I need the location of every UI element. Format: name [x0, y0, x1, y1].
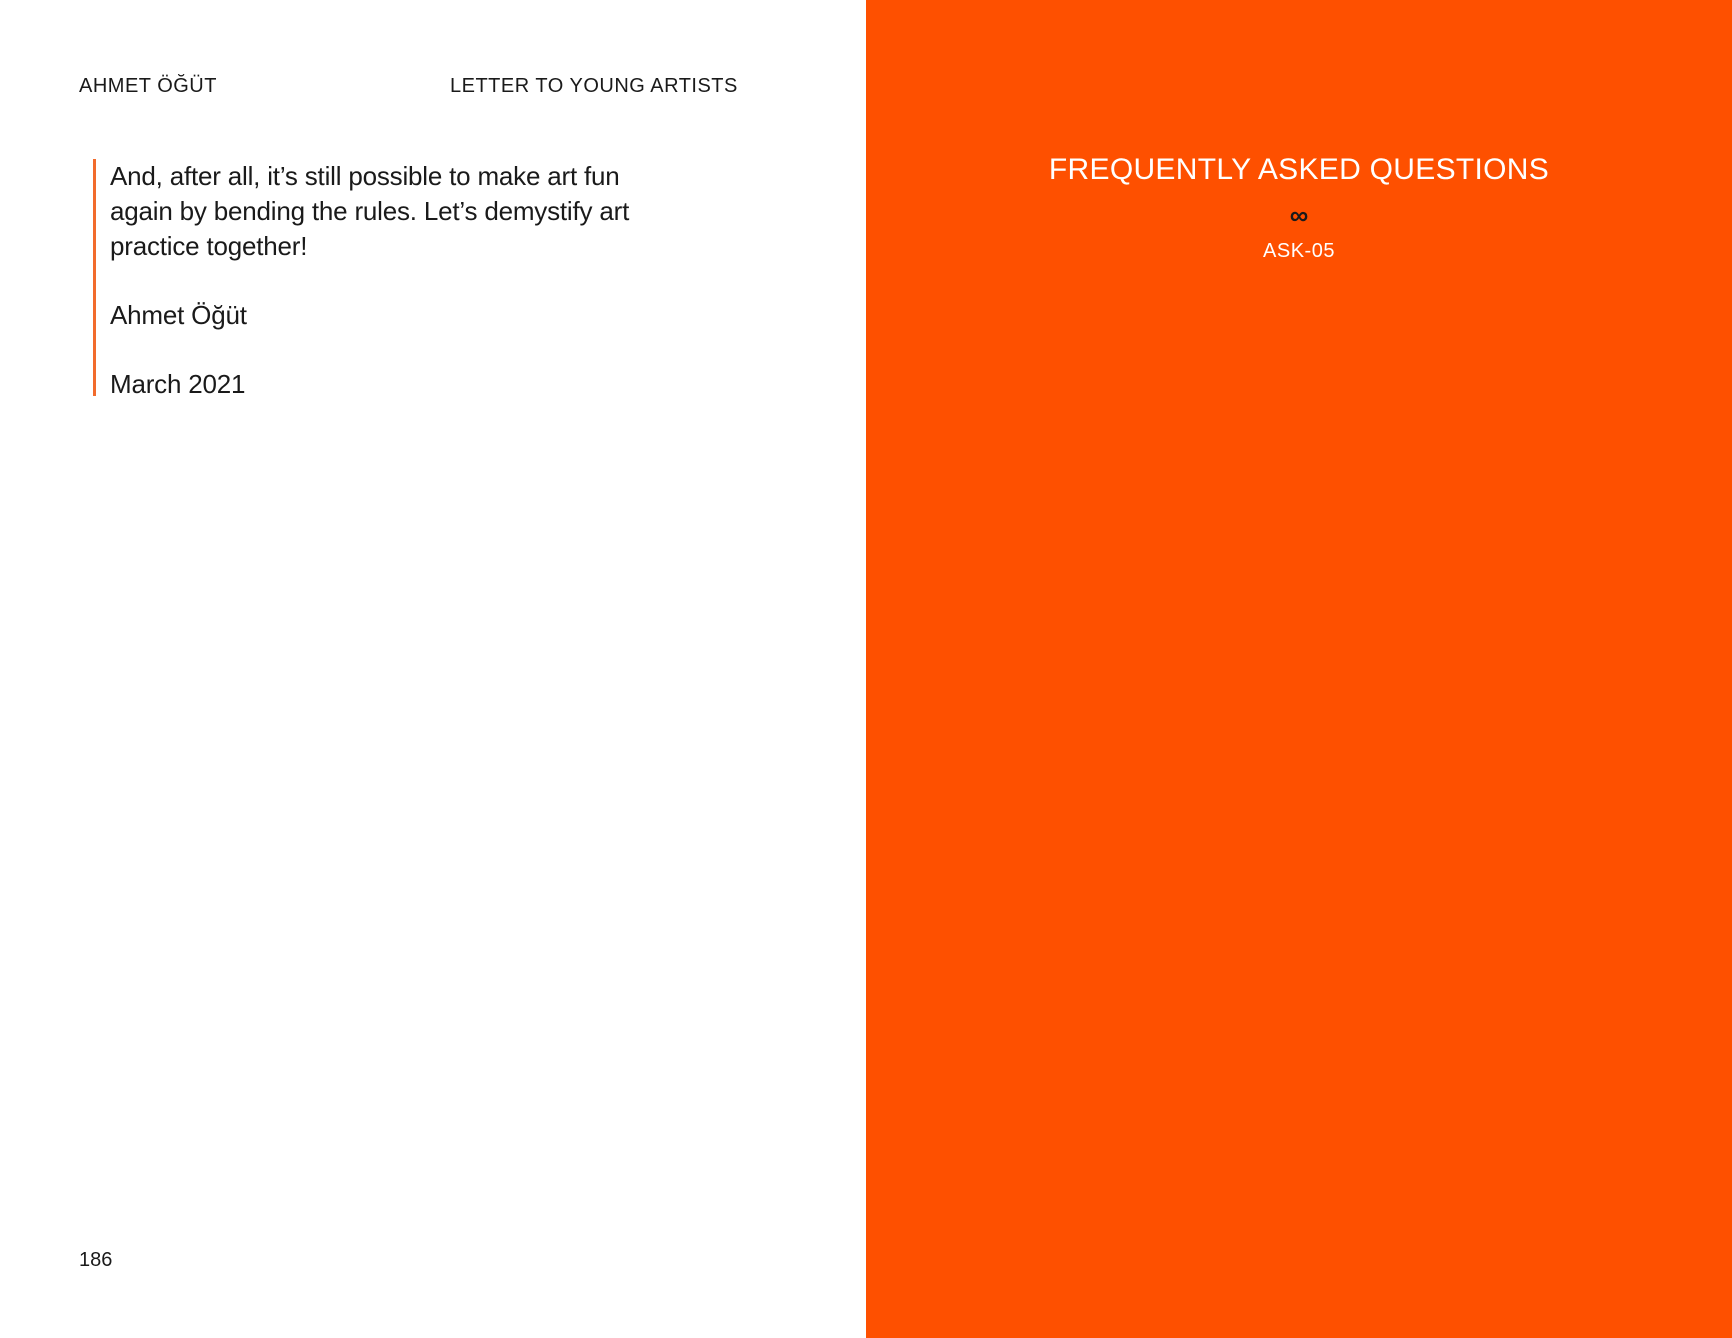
letter-closing-block [93, 159, 730, 399]
running-head-author: AHMET ÖĞÜT [79, 75, 217, 97]
section-code: ASK-05 [1263, 240, 1335, 262]
signature-date: March 2021 [110, 369, 246, 399]
closing-paragraph: And, after all, it’s still possible to make art fun again by bending the rules. Let’s demystify art practice together! [110, 161, 630, 261]
infinity-icon: ∞ [1289, 200, 1309, 230]
running-head-title: LETTER TO YOUNG ARTISTS [450, 75, 738, 97]
page-number: 186 [79, 1249, 113, 1271]
right-page [866, 0, 1732, 1338]
section-title: FREQUENTLY ASKED QUESTIONS [1048, 153, 1550, 186]
signature-name: Ahmet Öğüt [110, 300, 247, 330]
